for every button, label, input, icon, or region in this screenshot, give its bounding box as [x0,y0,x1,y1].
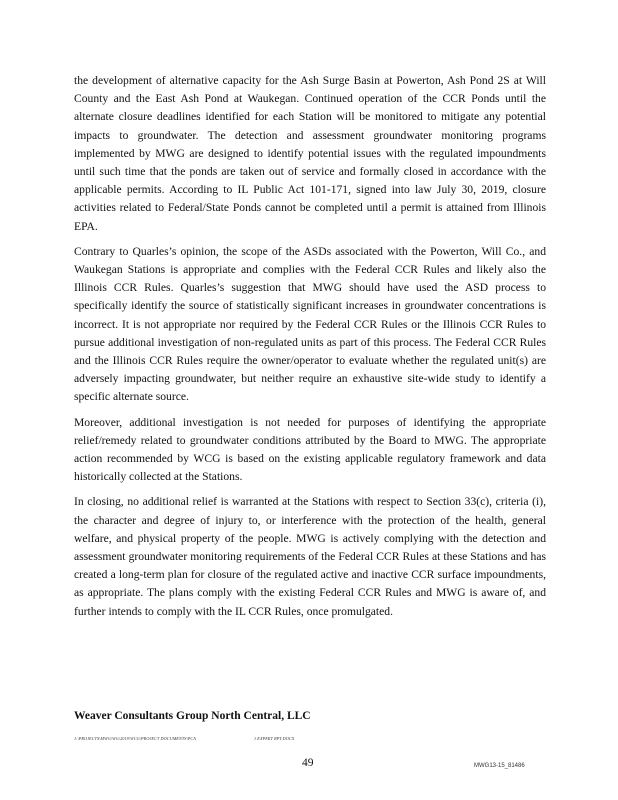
body-text [74,72,546,628]
footer-path-left: J:\PROJECTS\MWG\WG\2019\WCG\PROJECT DOCUMENTS\PCA [74,736,196,741]
paragraph-3: Moreover, additional investigation is not needed for purposes of identifying the appropriate relief/remedy related to groundwater conditions attributed by the Board to MWG. The appropriate action recommended by WCG is based on the existing applicable regulatory framework and data historically collected at the Stations. [74,415,546,484]
footer-path-right: 1 EXPERT RPT.DOCX [253,736,295,741]
footer-file-path [74,736,294,741]
footer-firm-name: Weaver Consultants Group North Central, LLC [74,710,311,722]
paragraph-2: Contrary to Quarles’s opinion, the scope of the ASDs associated with the Powerton, Will Co., and Waukegan Stations is appropriate and complies with the Federal CCR Rules and likely also the Illinois CCR Rules. Quarles’s suggestion that MWG should have used the ASD process to specifically identify the source of statistically significant increases in groundwater concentrations is incorrect. It is not appropriate nor required by the Federal CCR Rules or the Illinois CCR Rules to pursue additional investigation of non-regulated units as part of this process. The Federal CCR Rules and the Illinois CCR Rules require the owner/operator to evaluate whether the regulated unit(s) are adversely impacting groundwater, but neither require an exhaustive site-wide study to identify a specific alternate source. [74,244,546,404]
document-id: MWG13-15_81486 [474,763,525,769]
paragraph-4: In closing, no additional relief is warranted at the Stations with respect to Section 33(c), criteria (i), the character and degree of injury to, or interference with the protection of the health, general welfare, and physical property of the people. MWG is actively complying with the detection and assessment groundwater monitoring requirements of the Federal CCR Rules at these Stations and has created a long-term plan for closure of the regulated active and inactive CCR surface impoundments, as appropriate. The plans comply with the existing Federal CCR Rules and MWG is aware of, and further intends to comply with the IL CCR Rules, once promulgated. [74,495,546,618]
page-number: 49 [302,757,314,769]
paragraph-1: the development of alternative capacity for the Ash Surge Basin at Powerton, Ash Pond 2S at Will County and the East Ash Pond at Waukegan. Continued operation of the CCR Ponds until the alternate closure deadlines identified for each Station will be monitored to mitigate any potential impacts to groundwater. The detection and assessment groundwater monitoring programs implemented by MWG are designed to identify potential issues with the regulated impoundments until such time that the ponds are taken out of service and formally closed in accordance with the applicable permits. According to IL Public Act 101-171, signed into law July 30, 2019, closure activities related to Federal/State Ponds cannot be completed until a permit is attained from Illinois EPA. [74,74,546,233]
